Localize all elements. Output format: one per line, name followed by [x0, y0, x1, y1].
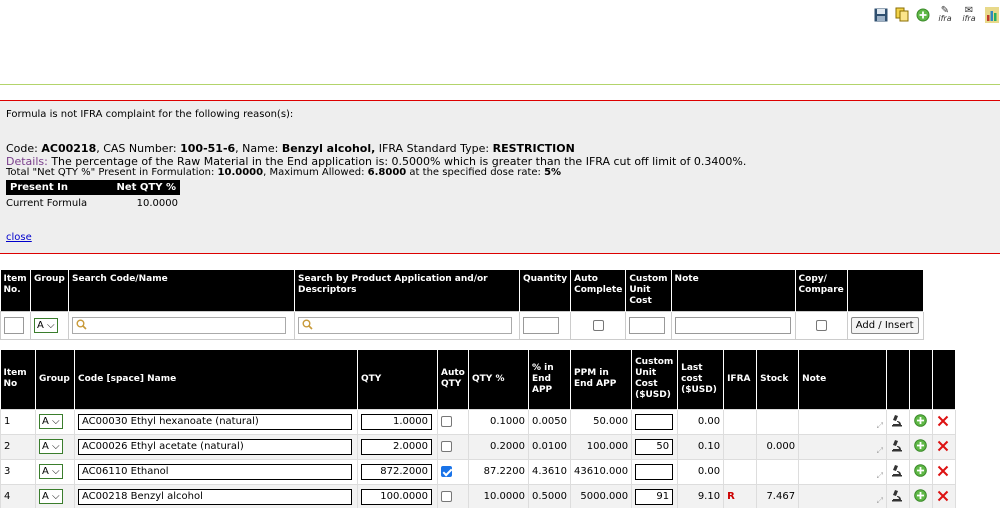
mail-glyph: ✉: [964, 4, 974, 16]
details-label: Details:: [6, 155, 48, 168]
delete-icon[interactable]: [936, 414, 950, 428]
add-circle-icon[interactable]: [913, 413, 927, 427]
col-copy-compare: Copy/ Compare: [795, 270, 847, 312]
resize-handle-icon[interactable]: ⤢: [876, 470, 884, 480]
auto-qty-checkbox[interactable]: [441, 466, 452, 477]
material-code: AC00218: [41, 142, 97, 155]
alert-total-line: Total "Net QTY %" Present in Formulation: 10.0000, Maximum Allowed: 6.8000 at the specified dose rate: 5%: [6, 167, 562, 178]
qty-pct: 87.2200: [469, 459, 529, 484]
delete-icon[interactable]: [936, 489, 950, 503]
last-cost: 0.10: [678, 434, 724, 459]
col-pct-end-app: % in End APP: [529, 350, 571, 409]
last-cost: 9.10: [678, 484, 724, 508]
delete-icon[interactable]: [936, 464, 950, 478]
resize-handle-icon[interactable]: ⤢: [876, 420, 884, 430]
code-name-field[interactable]: AC00030 Ethyl hexanoate (natural): [78, 414, 352, 430]
col-custom-unit-cost: Custom Unit Cost ($USD): [632, 350, 678, 409]
col-note: Note: [799, 350, 887, 409]
item-no: 2: [1, 434, 36, 459]
alert-code-line: Code: AC00218, CAS Number: 100-51-6, Name: Benzyl alcohol, IFRA Standard Type: RESTRICTION: [6, 142, 575, 155]
add-item-table: [0, 270, 924, 340]
microscope-icon[interactable]: [890, 488, 904, 502]
divider: [0, 84, 1000, 85]
alert-heading: Formula is not IFRA complaint for the following reason(s):: [6, 109, 294, 120]
qty-pct: 0.2000: [469, 434, 529, 459]
resize-handle-icon[interactable]: ⤢: [876, 495, 884, 505]
custom-unit-cost-field[interactable]: 91: [635, 489, 673, 505]
ppm-end-app: 100.000: [571, 434, 632, 459]
group-select[interactable]: A ⌵: [39, 414, 63, 429]
col-action-2: [910, 350, 933, 409]
close-link[interactable]: close: [6, 232, 32, 243]
custom-unit-cost-input[interactable]: [629, 317, 665, 334]
last-cost: 0.00: [678, 409, 724, 434]
search-icon: [302, 319, 313, 333]
quantity-input[interactable]: [523, 317, 559, 334]
microscope-icon[interactable]: [890, 413, 904, 427]
top-toolbar: [872, 6, 1000, 23]
stock: [757, 459, 799, 484]
col-note: Note: [671, 270, 795, 312]
add-circle-icon[interactable]: [913, 438, 927, 452]
table-row: [1, 484, 956, 508]
qty-pct: 0.1000: [469, 409, 529, 434]
stock: [757, 409, 799, 434]
item-no: 4: [1, 484, 36, 508]
code-name-field[interactable]: AC00218 Benzyl alcohol: [78, 489, 352, 505]
ifra-icon[interactable]: [935, 6, 955, 23]
chevron-down-icon: ⌵: [52, 441, 60, 452]
chart-icon[interactable]: [983, 6, 1000, 23]
pct-end-app: 0.5000: [529, 484, 571, 508]
col-stock: Stock: [757, 350, 799, 409]
search-icon: [76, 319, 87, 333]
table-row: [1, 434, 956, 459]
col-custom-unit-cost: Custom Unit Cost: [626, 270, 671, 312]
last-cost: 0.00: [678, 459, 724, 484]
material-name: Benzyl alcohol,: [281, 142, 376, 155]
ppm-end-app: 43610.000: [571, 459, 632, 484]
copy-icon[interactable]: [893, 6, 910, 23]
add-circle-icon[interactable]: [913, 463, 927, 477]
microscope-icon[interactable]: [890, 438, 904, 452]
resize-handle-icon[interactable]: ⤢: [876, 445, 884, 455]
stock: 7.467: [757, 484, 799, 508]
col-search-code-name: Search Code/Name: [69, 270, 295, 312]
table-row: [1, 409, 956, 434]
delete-icon[interactable]: [936, 439, 950, 453]
formula-table: [0, 350, 956, 508]
ifra-flag: R: [727, 491, 735, 502]
add-insert-button[interactable]: Add / Insert: [851, 317, 919, 334]
note-cell[interactable]: [799, 484, 887, 508]
save-icon[interactable]: [872, 6, 889, 23]
col-action-3: [933, 350, 956, 409]
code-name-field[interactable]: AC00026 Ethyl acetate (natural): [78, 439, 352, 455]
ifra-label: ifra: [938, 13, 952, 23]
group-select[interactable]: A ⌵: [39, 489, 63, 504]
search-code-name-input[interactable]: [72, 317, 286, 334]
ppm-end-app: 50.000: [571, 409, 632, 434]
col-qty: QTY: [358, 350, 438, 409]
custom-unit-cost-field[interactable]: [635, 414, 673, 430]
pct-end-app: 4.3610: [529, 459, 571, 484]
note-input[interactable]: [675, 317, 791, 334]
qty-field[interactable]: 2.0000: [361, 439, 432, 455]
qty-field[interactable]: 100.0000: [361, 489, 432, 505]
col-auto-complete: Auto Complete: [571, 270, 626, 312]
pct-end-app: 0.0100: [529, 434, 571, 459]
group-select[interactable]: A ⌵: [39, 439, 63, 454]
table-row: Current Formula 10.0000: [6, 198, 178, 209]
col-action: [847, 270, 923, 312]
code-name-field[interactable]: AC06110 Ethanol: [78, 464, 352, 480]
qty-field[interactable]: 872.2000: [361, 464, 432, 480]
chevron-down-icon: ⌵: [52, 491, 60, 502]
copy-compare-checkbox[interactable]: [816, 320, 827, 331]
microscope-icon[interactable]: [890, 463, 904, 477]
item-no: 3: [1, 459, 36, 484]
net-qty-header: Net QTY %: [96, 180, 180, 195]
chevron-down-icon: ⌵: [52, 466, 60, 477]
group-select[interactable]: A ⌵: [39, 464, 63, 479]
col-code-name: Code [space] Name: [75, 350, 358, 409]
auto-qty-checkbox[interactable]: [441, 491, 452, 502]
custom-unit-cost-field[interactable]: 50: [635, 439, 673, 455]
cas-number: 100-51-6: [180, 142, 236, 155]
auto-complete-checkbox[interactable]: [593, 320, 604, 331]
col-search-product-app: Search by Product Application and/or Descriptors: [295, 270, 520, 312]
col-quantity: Quantity: [520, 270, 571, 312]
ifra-alert-panel: [0, 100, 1000, 254]
item-no: 1: [1, 409, 36, 434]
chevron-down-icon: ⌵: [47, 320, 55, 331]
ifra-label: ifra: [962, 13, 976, 23]
qty-pct: 10.0000: [469, 484, 529, 508]
ifra-mail-icon[interactable]: [959, 6, 979, 23]
custom-unit-cost-field[interactable]: [635, 464, 673, 480]
qty-field[interactable]: 1.0000: [361, 414, 432, 430]
col-auto-qty: Auto QTY: [438, 350, 469, 409]
col-ifra: IFRA: [724, 350, 757, 409]
col-group: Group: [36, 350, 75, 409]
col-last-cost: Last cost ($USD): [678, 350, 724, 409]
col-item-no: Item No: [1, 350, 36, 409]
search-product-app-input[interactable]: [298, 317, 512, 334]
ifra-standard-type: RESTRICTION: [492, 142, 575, 155]
ppm-end-app: 5000.000: [571, 484, 632, 508]
chevron-down-icon: ⌵: [52, 416, 60, 427]
note-cell[interactable]: [799, 459, 887, 484]
note-cell[interactable]: [799, 434, 887, 459]
auto-qty-checkbox[interactable]: [441, 441, 452, 452]
table-row: [1, 459, 956, 484]
col-action-1: [887, 350, 910, 409]
col-group: Group: [31, 270, 69, 312]
add-circle-icon[interactable]: [914, 6, 931, 23]
details-text: The percentage of the Raw Material in the End application is: 0.5000% which is greater than the IFRA cut off limit of 0.3400%.: [47, 155, 747, 168]
col-item-no: Item No.: [1, 270, 31, 312]
group-select[interactable]: A ⌵: [34, 318, 58, 333]
pct-end-app: 0.0050: [529, 409, 571, 434]
present-in-table: [6, 180, 180, 212]
auto-qty-checkbox[interactable]: [441, 416, 452, 427]
item-no-input[interactable]: [4, 317, 24, 334]
ifra-doc-glyph: ✎: [940, 4, 950, 16]
present-in-header: Present In: [6, 180, 96, 195]
col-ppm-end-app: PPM in End APP: [571, 350, 632, 409]
stock: 0.000: [757, 434, 799, 459]
add-circle-icon[interactable]: [913, 488, 927, 502]
col-qty-pct: QTY %: [469, 350, 529, 409]
note-cell[interactable]: [799, 409, 887, 434]
